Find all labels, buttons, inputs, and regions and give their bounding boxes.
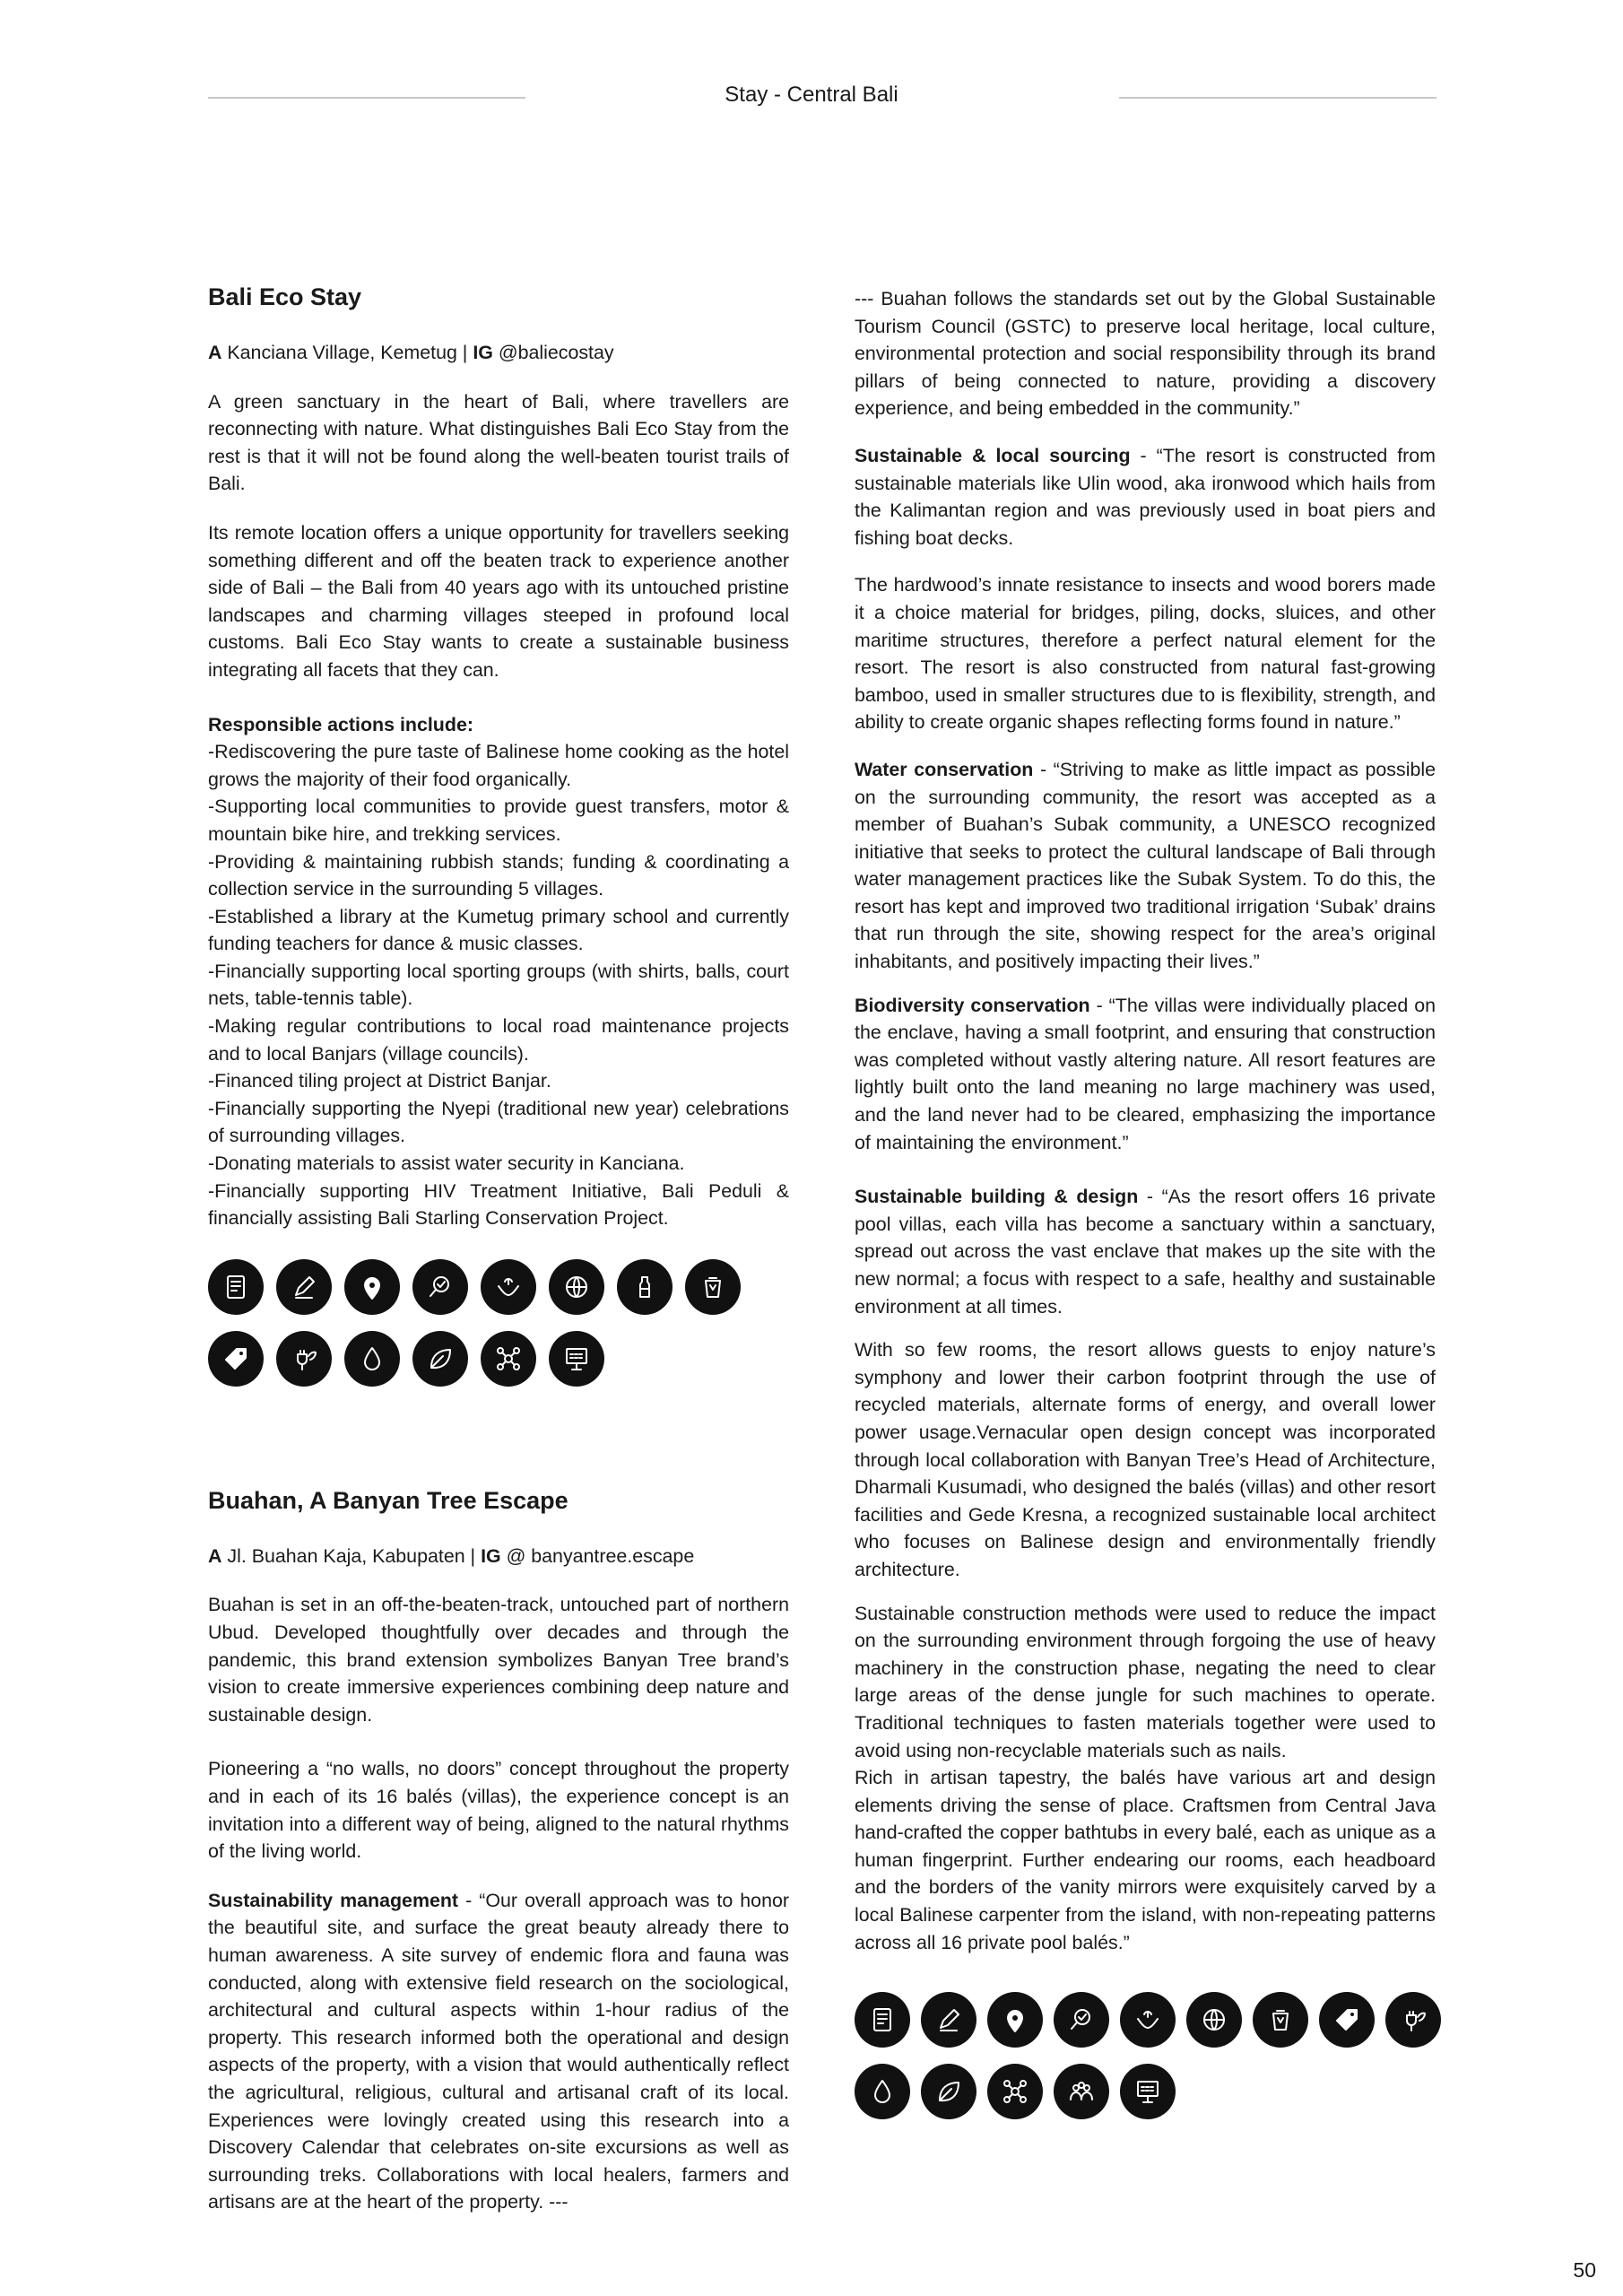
paragraph-body: - “The resort is constructed from sustainable materials like Ulin wood, aka ironwood which hails from the Kalimantan region and was previously used in boat piers and fishing boat decks.: [855, 444, 1436, 549]
pen-icon: [276, 1259, 332, 1315]
sustainability-management-paragraph: [208, 1887, 789, 2216]
magnifier-check-icon: [1054, 1992, 1109, 2048]
paragraph-body: - “As the resort offers 16 private pool villas, each villa has become a sanctuary within a sanctuary, spread out across the vast enclave that makes up the site with the new normal; a focus with respect to a safe, healthy and sustainable environment at all times.: [855, 1186, 1436, 1318]
header-rule-left: [208, 97, 525, 99]
plug-leaf-icon: [276, 1331, 332, 1387]
bottle-icon: [617, 1259, 673, 1315]
paragraph-lead: Water conservation: [855, 758, 1034, 780]
network-icon: [481, 1331, 536, 1387]
instagram-label: IG: [481, 1544, 501, 1567]
section-title-eco-stay: Bali Eco Stay: [208, 283, 362, 310]
right-column: [855, 285, 1436, 2119]
list-item: -Donating materials to assist water security in Kanciana.: [208, 1152, 685, 1175]
network-icon: [987, 2064, 1043, 2119]
paragraph-body: - “Our overall approach was to honor the beautiful site, and surface the great beauty already there to human awareness. A site survey of endemic flora and fauna was conducted, along with extensive field research on the sociological, architectural and cultural aspects within 1-hour radius of the property. This research informed both the operational and design aspects of the property, with a vision that would authentically reflect the agricultural, religious, cultural and artisanal craft of its local. Experiences were lovingly created using this research into a Discovery Calendar that celebrates on-site excursions as well as surrounding treks. Collaborations with local healers, farmers and artisans are at the heart of the property. ---: [208, 1889, 789, 2213]
leaf-icon: [412, 1331, 468, 1387]
header-rule-right: [1119, 97, 1436, 99]
artisan-paragraph: Rich in artisan tapestry, the balés have various art and design elements driving the sense of place. Craftsmen from Central Java hand-crafted the copper bathtubs in every balé, each as unique as a human fingerprint. Further endearing our rooms, each headboard and the borders of the vanity mirrors were exquisitely carved by a local Balinese carpenter from the island, with non-repeating patterns across all 16 private pool balés.”: [855, 1767, 1436, 1953]
instagram-handle: @baliecostay: [492, 342, 614, 363]
list-item: -Financially supporting HIV Treatment Initiative, Bali Peduli & financially assisting Bali Starling Conservation Project.: [208, 1179, 789, 1230]
hands-plant-icon: [481, 1259, 536, 1315]
address-line-buahan: [208, 1543, 789, 1570]
paragraph-body: - “Striving to make as little impact as possible on the surrounding community, the resort was accepted as a member of Buahan’s Subak community, a UNESCO recognized initiative that seeks to protect the cultural landscape of Bali through water management practices like the Subak System. To do this, the resort has kept and improved two traditional irrigation ‘Subak’ drains that run through the site, showing respect for the area’s original inhabitants, and positively impacting their lives.”: [855, 758, 1436, 973]
building-design-paragraph: [855, 1183, 1436, 1320]
presentation-icon: [1120, 2064, 1176, 2119]
left-column: [208, 269, 789, 2216]
tag-leaf-icon: [1319, 1992, 1375, 2048]
pen-icon: [921, 1992, 976, 2048]
address-label: A: [208, 1544, 222, 1567]
list-item: -Providing & maintaining rubbish stands; funding & coordinating a collection service in the surrounding 5 villages.: [208, 850, 789, 900]
paragraph-lead: Sustainability management: [208, 1889, 459, 1911]
gstc-paragraph: --- Buahan follows the standards set out by the Global Sustainable Tourism Council (GSTC) to preserve local heritage, local culture, environmental protection and social responsibility through its brand pillars of being connected to nature, providing a discovery experience, and being embedded in the community.”: [855, 288, 1436, 420]
buahan-icon-row: [855, 1992, 1464, 2119]
paragraph-lead: Sustainable building & design: [855, 1186, 1139, 1208]
recycle-bin-icon: [685, 1259, 741, 1315]
hands-plant-icon: [1120, 1992, 1176, 2048]
instagram-label: IG: [473, 342, 493, 363]
list-item: -Financially supporting local sporting groups (with shirts, balls, court nets, table-tennis table).: [208, 960, 789, 1010]
eco-stay-paragraph-2: Its remote location offers a unique opportunity for travellers seeking something different and off the beaten track to experience another side of Bali – the Bali from 40 years ago with its untouched pristine landscapes and charming villages steeped in profound local customs. Bali Eco Stay wants to create a sustainable business integrating all facets that they can.: [208, 521, 789, 681]
water-drop-icon: [855, 2064, 910, 2119]
leaf-icon: [921, 2064, 976, 2119]
checklist-icon: [208, 1259, 264, 1315]
buahan-paragraph-1: Buahan is set in an off-the-beaten-track, untouched part of northern Ubud. Developed thoughtfully over decades and through the pandemic, this brand extension symbolizes Banyan Tree brand’s vision to create immersive experiences combining deep nature and sustainable design.: [208, 1594, 789, 1726]
address-line-eco-stay: [208, 339, 789, 367]
address-text: Jl. Buahan Kaja, Kabupaten |: [221, 1544, 482, 1567]
paragraph-body: - “The villas were individually placed on the enclave, having a small footprint, and ensuring that construction was completed without vastly altering nature. All resort features are lightly built onto the land meaning no large machinery was used, and the land never had to be cleared, emphasizing the importance of maintaining the environment.”: [855, 994, 1436, 1153]
checklist-icon: [855, 1992, 910, 2048]
buahan-paragraph-2: Pioneering a “no walls, no doors” concept throughout the property and in each of its 16 balés (villas), the experience concept is an invitation into a different way of being, aligned to the natural rhythms of the living world.: [208, 1758, 789, 1863]
location-pin-icon: [987, 1992, 1043, 2048]
globe-leaf-icon: [1186, 1992, 1242, 2048]
section-title-buahan: Buahan, A Banyan Tree Escape: [208, 1486, 568, 1514]
paragraph-lead: Biodiversity conservation: [855, 994, 1090, 1016]
list-item: -Supporting local communities to provide guest transfers, motor & mountain bike hire, and trekking services.: [208, 796, 789, 845]
plug-leaf-icon: [1385, 1992, 1441, 2048]
list-item: -Financed tiling project at District Banjar.: [208, 1070, 551, 1092]
address-label: A: [208, 342, 222, 363]
tag-leaf-icon: [208, 1331, 264, 1387]
eco-stay-paragraph-1: A green sanctuary in the heart of Bali, where travellers are reconnecting with nature. What distinguishes Bali Eco Stay from the rest is that it will not be found along the well-beaten tourist trails of Bali.: [208, 390, 789, 495]
list-item: -Financially supporting the Nyepi (traditional new year) celebrations of surrounding villages.: [208, 1097, 789, 1147]
location-pin-icon: [344, 1259, 400, 1315]
globe-leaf-icon: [549, 1259, 604, 1315]
list-item: -Rediscovering the pure taste of Balinese home cooking as the hotel grows the majority of their food organically.: [208, 741, 789, 790]
page-number: 50: [1573, 2258, 1596, 2282]
list-item: -Making regular contributions to local road maintenance projects and to local Banjars (village councils).: [208, 1015, 789, 1065]
construction-methods-paragraph: Sustainable construction methods were used to reduce the impact on the surrounding environment through forgoing the use of heavy machinery in the construction phase, negating the need to clear large areas of the dense jungle for such machines to operate. Traditional techniques to fasten materials together were used to avoid using non-recyclable materials such as nails.: [855, 1602, 1436, 1761]
magnifier-check-icon: [412, 1259, 468, 1315]
presentation-icon: [549, 1331, 604, 1387]
address-text: Kanciana Village, Kemetug |: [221, 342, 473, 363]
water-drop-icon: [344, 1331, 400, 1387]
list-item: -Established a library at the Kumetug primary school and currently funding teachers for dance & music classes.: [208, 905, 789, 955]
water-conservation-paragraph: [855, 756, 1436, 976]
responsible-actions-list: [208, 738, 789, 1232]
recycle-bin-icon: [1253, 1992, 1308, 2048]
paragraph-lead: Sustainable & local sourcing: [855, 444, 1131, 466]
responsible-actions-title: Responsible actions include:: [208, 713, 473, 735]
hardwood-paragraph: The hardwood’s innate resistance to insects and wood borers made it a choice material for bridges, piling, docks, sluices, and other maritime structures, therefore a perfect natural element for the resort. The resort is also constructed from natural fast-growing bamboo, used in smaller structures due to is flexibility, strength, and ability to create organic shapes reflecting forms found in nature.”: [855, 574, 1436, 734]
biodiversity-paragraph: [855, 992, 1436, 1157]
local-sourcing-paragraph: [855, 442, 1436, 552]
page-header-title: Stay - Central Bali: [725, 83, 898, 107]
rooms-paragraph: With so few rooms, the resort allows guests to enjoy nature’s symphony and lower their carbon footprint through the use of recycled materials, alternate forms of energy, and overall lower power usage.Vernacular open design concept was incorporated through local collaboration with Banyan Tree’s Head of Architecture, Dharmali Kusumadi, who designed the balés (villas) and other resort facilities and Gede Kresna, a recognized sustainable local architect who focuses on Balinese design and environmentally friendly architecture.: [855, 1339, 1436, 1580]
eco-stay-icon-row: [208, 1259, 800, 1387]
instagram-handle: @ banyantree.escape: [500, 1544, 695, 1567]
people-icon: [1054, 2064, 1109, 2119]
